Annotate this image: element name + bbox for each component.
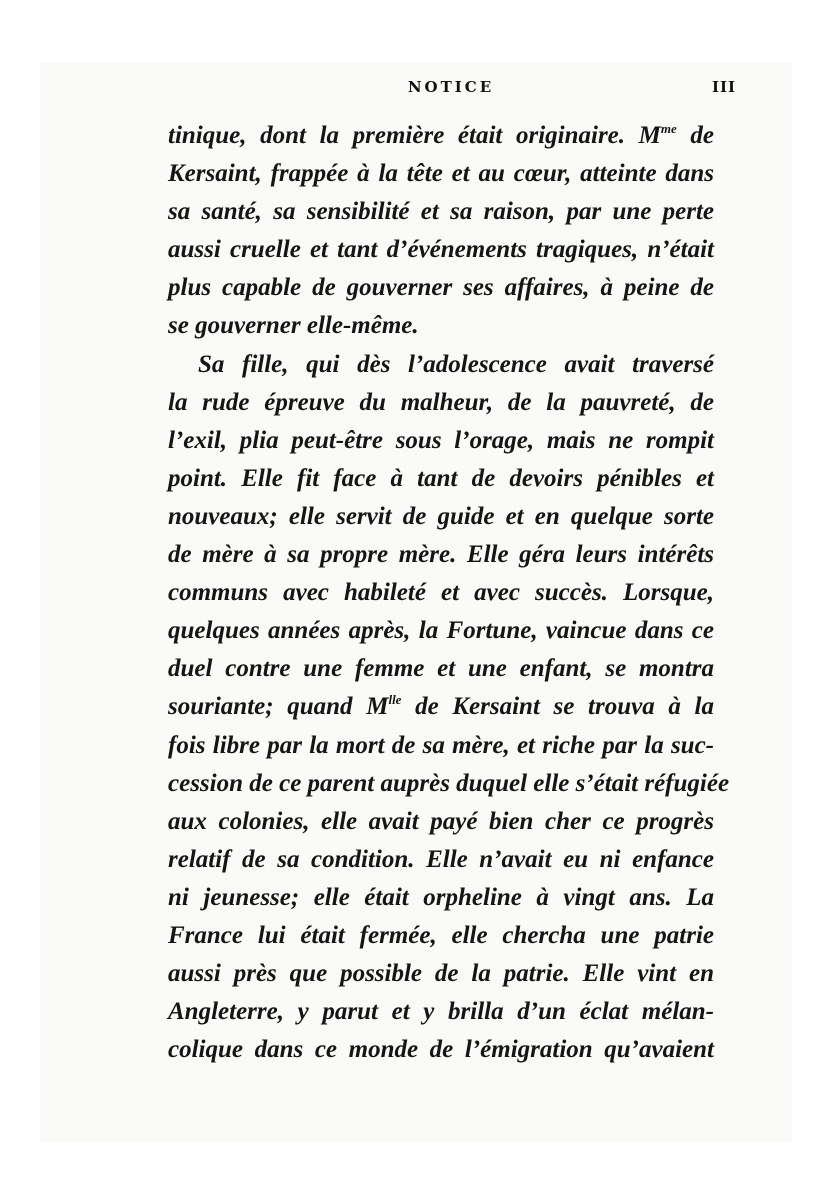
text-line: sa santé, sa sensibilité et sa raison, par une perte xyxy=(168,198,714,226)
text-line: communs avec habileté et avec succès. Lorsque, xyxy=(168,579,714,607)
text-line: France lui était fermée, elle chercha une patrie xyxy=(168,921,714,949)
text-line: relatif de sa condition. Elle n’avait eu ni enfance xyxy=(168,845,714,873)
text-line: plus capable de gouverner ses affaires, à peine de xyxy=(168,274,714,302)
text-line: souriante; quand $M^{lle}$ de Kersaint se trouva à la xyxy=(168,692,714,721)
text-line: la rude épreuve du malheur, de la pauvreté, de xyxy=(168,388,714,416)
text-line: de mère à sa propre mère. Elle géra leurs intérêts xyxy=(168,541,714,569)
text-line: aux colonies, elle avait payé bien cher ce progrès xyxy=(168,807,714,835)
text-line: aussi près que possible de la patrie. Elle vint en xyxy=(168,960,714,988)
text-line: Kersaint, frappée à la tête et au cœur, atteinte dans xyxy=(168,160,714,188)
text-line: point. Elle fit face à tant de devoirs pénibles et xyxy=(168,464,714,492)
text-line: cession de ce parent auprès duquel elle s’était réfugiée xyxy=(168,769,730,797)
page-header xyxy=(166,76,736,104)
text-line: fois libre par la mort de sa mère, et riche par la suc- xyxy=(168,731,714,759)
text-line: quelques années après, la Fortune, vaincue dans ce xyxy=(168,617,714,645)
text-line: l’exil, plia peut-être sous l’orage, mais ne rompit xyxy=(168,426,714,454)
text-line: Angleterre, y parut et y brilla d’un éclat mélan- xyxy=(168,998,714,1026)
page-number: III xyxy=(711,78,736,96)
running-title: NOTICE xyxy=(407,78,495,96)
text-line: tinique, dont la première était originaire. $M^{me}$ de xyxy=(168,121,714,149)
text-line: duel contre une femme et une enfant, se montra xyxy=(168,655,714,683)
paragraph-first-line: Sa fille, qui dès l’adolescence avait traversé xyxy=(198,350,714,378)
body-text xyxy=(168,117,730,1069)
paragraph-end-line: se gouverner elle-même. xyxy=(168,312,419,340)
text-line: ni jeunesse; elle était orpheline à vingt ans. La xyxy=(168,883,714,911)
text-line: aussi cruelle et tant d’événements tragiques, n’était xyxy=(168,236,714,264)
text-line: colique dans ce monde de l’émigration qu’avaient xyxy=(168,1036,714,1064)
text-line: nouveaux; elle servit de guide et en quelque sorte xyxy=(168,502,714,530)
